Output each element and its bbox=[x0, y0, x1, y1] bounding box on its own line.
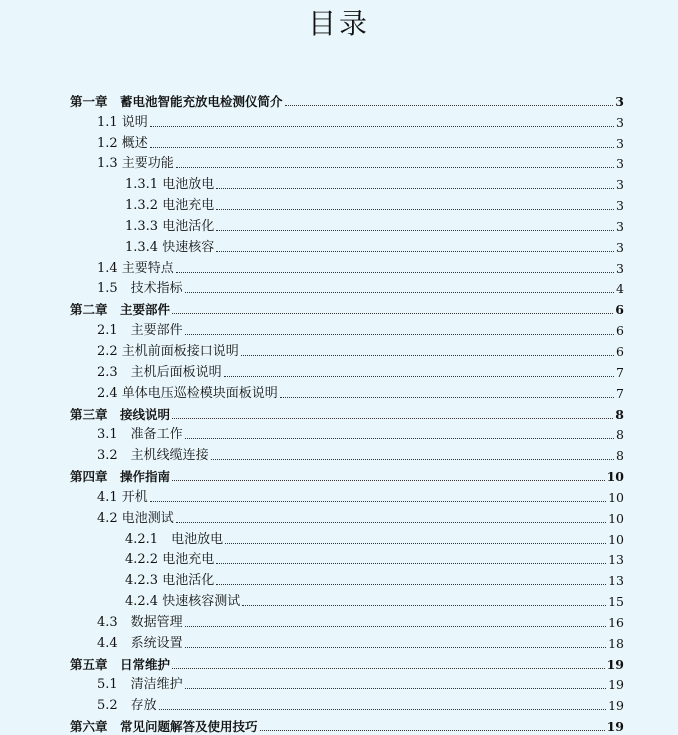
toc-section-entry[interactable] bbox=[70, 109, 624, 130]
toc-dot-leader bbox=[185, 647, 606, 648]
toc-section-entry[interactable] bbox=[70, 609, 624, 630]
toc-chapter-entry[interactable] bbox=[70, 713, 624, 734]
toc-dot-leader bbox=[176, 522, 606, 523]
toc-page-number: 6 bbox=[615, 302, 624, 318]
toc-dot-leader bbox=[216, 230, 614, 231]
toc-page-number: 10 bbox=[606, 469, 624, 485]
toc-section-entry[interactable] bbox=[70, 442, 624, 463]
toc-entry-title: 1.3.2 电池充电 bbox=[125, 198, 215, 214]
toc-entry-title: 第五章 日常维护 bbox=[70, 656, 171, 672]
toc-dot-leader bbox=[150, 126, 614, 127]
toc-entry-title: 4.2 电池测试 bbox=[97, 510, 174, 526]
toc-dot-leader bbox=[176, 272, 614, 273]
toc-page-number: 6 bbox=[616, 323, 624, 339]
toc-page-number: 4 bbox=[616, 281, 624, 297]
toc-entry-title: 1.2 概述 bbox=[97, 135, 148, 151]
toc-entry-title: 第二章 主要部件 bbox=[70, 302, 171, 318]
toc-section-entry[interactable] bbox=[70, 151, 624, 172]
toc-page-number: 15 bbox=[608, 594, 624, 610]
toc-section-entry[interactable] bbox=[70, 276, 624, 297]
toc-dot-leader bbox=[172, 418, 613, 419]
toc-dot-leader bbox=[185, 292, 614, 293]
toc-entry-title: 1.5 技术指标 bbox=[97, 281, 183, 297]
toc-dot-leader bbox=[216, 563, 606, 564]
toc-page-number: 10 bbox=[608, 489, 624, 505]
toc-entry-title: 2.4 单体电压巡检模块面板说明 bbox=[97, 385, 278, 401]
toc-entry-title: 2.3 主机后面板说明 bbox=[97, 364, 222, 380]
toc-entry-title: 2.2 主机前面板接口说明 bbox=[97, 343, 239, 359]
toc-dot-leader bbox=[216, 584, 606, 585]
toc-dot-leader bbox=[224, 376, 614, 377]
toc-page-number: 3 bbox=[616, 135, 624, 151]
toc-chapter-entry[interactable] bbox=[70, 296, 624, 317]
toc-dot-leader bbox=[285, 105, 614, 106]
toc-page-number: 3 bbox=[616, 239, 624, 255]
toc-entry-title: 4.2.3 电池活化 bbox=[125, 573, 215, 589]
toc-dot-leader bbox=[159, 709, 606, 710]
toc-page-number: 7 bbox=[616, 364, 624, 380]
toc-entry-title: 1.1 说明 bbox=[97, 114, 148, 130]
toc-dot-leader bbox=[172, 668, 605, 669]
toc-section-entry[interactable] bbox=[70, 484, 624, 505]
toc-page-number: 19 bbox=[608, 698, 624, 714]
toc-dot-leader bbox=[216, 251, 614, 252]
toc-page-number: 3 bbox=[616, 177, 624, 193]
toc-dot-leader bbox=[216, 209, 614, 210]
toc-dot-leader bbox=[211, 459, 614, 460]
toc-subsection-entry[interactable] bbox=[70, 171, 624, 192]
toc-entry-title: 2.1 主要部件 bbox=[97, 323, 183, 339]
toc-subsection-entry[interactable] bbox=[70, 192, 624, 213]
toc-subsection-entry[interactable] bbox=[70, 234, 624, 255]
toc-chapter-entry[interactable] bbox=[70, 463, 624, 484]
toc-entry-title: 4.1 开机 bbox=[97, 489, 148, 505]
toc-entry-title: 第四章 操作指南 bbox=[70, 469, 171, 485]
toc-entry-title: 5.2 存放 bbox=[97, 698, 157, 714]
toc-subsection-entry[interactable] bbox=[70, 213, 624, 234]
toc-entry-title: 4.3 数据管理 bbox=[97, 614, 183, 630]
toc-page-number: 3 bbox=[616, 260, 624, 276]
toc-page-number: 3 bbox=[616, 114, 624, 130]
toc-entry-title: 第三章 接线说明 bbox=[70, 406, 171, 422]
toc-entry-title: 4.4 系统设置 bbox=[97, 635, 183, 651]
toc-page-number: 13 bbox=[608, 573, 624, 589]
toc-subsection-entry[interactable] bbox=[70, 547, 624, 568]
toc-page-number: 10 bbox=[608, 531, 624, 547]
toc-page-number: 10 bbox=[608, 510, 624, 526]
toc-section-entry[interactable] bbox=[70, 359, 624, 380]
toc-entry-title: 1.3.4 快速核容 bbox=[125, 239, 215, 255]
toc-dot-leader bbox=[172, 480, 605, 481]
toc-page-number: 3 bbox=[616, 156, 624, 172]
toc-page-number: 18 bbox=[608, 635, 624, 651]
toc-subsection-entry[interactable] bbox=[70, 526, 624, 547]
toc-dot-leader bbox=[260, 730, 605, 731]
toc-section-entry[interactable] bbox=[70, 630, 624, 651]
toc-dot-leader bbox=[216, 188, 614, 189]
toc-entry-title: 1.4 主要特点 bbox=[97, 260, 174, 276]
toc-page-number: 7 bbox=[616, 385, 624, 401]
toc-dot-leader bbox=[185, 334, 614, 335]
toc-entry-title: 第一章 蓄电池智能充放电检测仪简介 bbox=[70, 93, 283, 109]
toc-chapter-entry[interactable] bbox=[70, 401, 624, 422]
toc-section-entry[interactable] bbox=[70, 255, 624, 276]
toc-subsection-entry[interactable] bbox=[70, 588, 624, 609]
toc-subsection-entry[interactable] bbox=[70, 567, 624, 588]
toc-entry-title: 3.2 主机线缆连接 bbox=[97, 448, 209, 464]
toc-page-number: 19 bbox=[606, 656, 624, 672]
toc-page-number: 3 bbox=[616, 198, 624, 214]
toc-entry-title: 4.2.1 电池放电 bbox=[125, 531, 224, 547]
toc-section-entry[interactable] bbox=[70, 692, 624, 713]
toc-dot-leader bbox=[150, 501, 606, 502]
toc-dot-leader bbox=[225, 543, 606, 544]
toc-dot-leader bbox=[185, 688, 606, 689]
toc-dot-leader bbox=[176, 167, 614, 168]
table-of-contents bbox=[70, 88, 624, 734]
toc-section-entry[interactable] bbox=[70, 505, 624, 526]
toc-dot-leader bbox=[185, 626, 606, 627]
toc-dot-leader bbox=[185, 438, 614, 439]
toc-entry-title: 4.2.2 电池充电 bbox=[125, 552, 215, 568]
toc-page-number: 8 bbox=[616, 427, 624, 443]
toc-chapter-entry[interactable] bbox=[70, 88, 624, 109]
toc-section-entry[interactable] bbox=[70, 672, 624, 693]
toc-section-entry[interactable] bbox=[70, 338, 624, 359]
toc-page-number: 8 bbox=[615, 406, 624, 422]
toc-entry-title: 第六章 常见问题解答及使用技巧 bbox=[70, 719, 258, 735]
toc-entry-title: 1.3.1 电池放电 bbox=[125, 177, 215, 193]
page-title: 目录 bbox=[307, 7, 370, 40]
toc-entry-title: 5.1 清洁维护 bbox=[97, 677, 183, 693]
toc-entry-title: 4.2.4 快速核容测试 bbox=[125, 594, 241, 610]
toc-entry-title: 1.3 主要功能 bbox=[97, 156, 174, 172]
toc-page-number: 19 bbox=[608, 677, 624, 693]
toc-page-number: 16 bbox=[608, 614, 624, 630]
toc-page-number: 6 bbox=[616, 343, 624, 359]
toc-section-entry[interactable] bbox=[70, 422, 624, 443]
toc-dot-leader bbox=[172, 313, 613, 314]
toc-section-entry[interactable] bbox=[70, 130, 624, 151]
toc-entry-title: 3.1 准备工作 bbox=[97, 427, 183, 443]
toc-chapter-entry[interactable] bbox=[70, 651, 624, 672]
toc-entry-title: 1.3.3 电池活化 bbox=[125, 218, 215, 234]
toc-section-entry[interactable] bbox=[70, 317, 624, 338]
toc-dot-leader bbox=[280, 397, 614, 398]
toc-page-number: 3 bbox=[615, 93, 624, 109]
toc-page-number: 13 bbox=[608, 552, 624, 568]
toc-dot-leader bbox=[241, 355, 614, 356]
toc-dot-leader bbox=[150, 147, 614, 148]
toc-page-number: 3 bbox=[616, 218, 624, 234]
toc-section-entry[interactable] bbox=[70, 380, 624, 401]
toc-dot-leader bbox=[242, 605, 606, 606]
toc-page-number: 8 bbox=[616, 448, 624, 464]
toc-page-number: 19 bbox=[606, 719, 624, 735]
